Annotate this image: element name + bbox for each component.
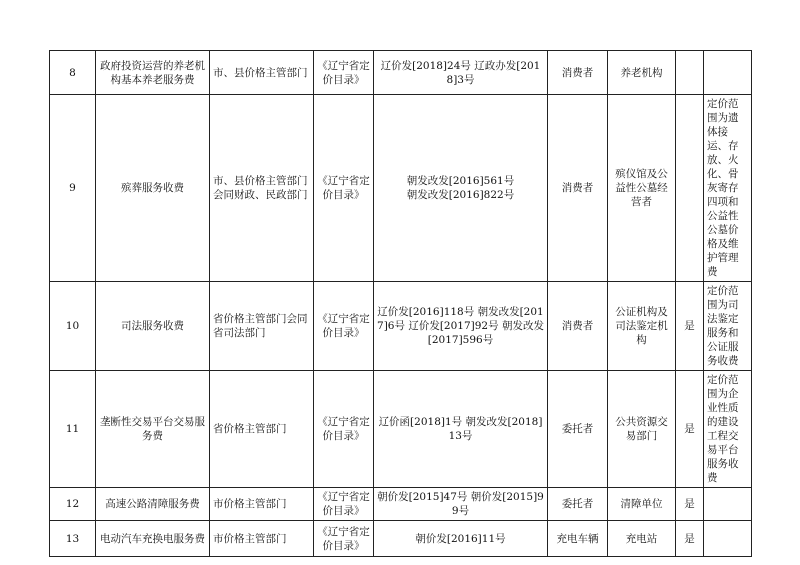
pricing-department: 市、县价格主管部门会同财政、民政部门	[210, 95, 314, 282]
pricing-department: 省价格主管部门会同省司法部门	[210, 282, 314, 371]
policy-document: 辽价发[2018]24号 辽政办发[2018]3号	[374, 51, 548, 95]
row-number: 9	[50, 95, 96, 282]
charging-unit: 充电站	[608, 521, 676, 557]
charging-unit: 公证机构及司法鉴定机构	[608, 282, 676, 371]
flag-cell: 是	[676, 488, 704, 521]
pricing-basis: 《辽宁省定价目录》	[314, 95, 374, 282]
pricing-basis: 《辽宁省定价目录》	[314, 51, 374, 95]
remark-cell: 定价范围为遗体接运、存放、火化、骨灰寄存四项和公益性公墓价格及维护管理费	[704, 95, 752, 282]
policy-document: 朝发改发[2016]561号 朝发改发[2016]822号	[374, 95, 548, 282]
fee-item-name: 垄断性交易平台交易服务费	[96, 371, 210, 488]
payer: 消费者	[548, 282, 608, 371]
row-number: 8	[50, 51, 96, 95]
table-row	[50, 521, 752, 557]
flag-cell	[676, 51, 704, 95]
row-number: 11	[50, 371, 96, 488]
pricing-department: 市、县价格主管部门	[210, 51, 314, 95]
fee-item-name: 政府投资运营的养老机构基本养老服务费	[96, 51, 210, 95]
fee-schedule-table	[49, 50, 752, 557]
flag-cell: 是	[676, 282, 704, 371]
remark-cell	[704, 521, 752, 557]
row-number: 12	[50, 488, 96, 521]
charging-unit: 公共资源交易部门	[608, 371, 676, 488]
payer: 消费者	[548, 95, 608, 282]
pricing-basis: 《辽宁省定价目录》	[314, 371, 374, 488]
fee-item-name: 电动汽车充换电服务费	[96, 521, 210, 557]
charging-unit: 养老机构	[608, 51, 676, 95]
payer: 充电车辆	[548, 521, 608, 557]
charging-unit: 殡仪馆及公益性公墓经营者	[608, 95, 676, 282]
table-row	[50, 51, 752, 95]
fee-item-name: 高速公路清障服务费	[96, 488, 210, 521]
row-number: 13	[50, 521, 96, 557]
fee-item-name: 司法服务收费	[96, 282, 210, 371]
payer: 委托者	[548, 371, 608, 488]
flag-cell: 是	[676, 371, 704, 488]
table-row	[50, 282, 752, 371]
pricing-basis: 《辽宁省定价目录》	[314, 521, 374, 557]
flag-cell: 是	[676, 521, 704, 557]
policy-document: 朝价发[2015]47号 朝价发[2015]99号	[374, 488, 548, 521]
remark-cell	[704, 51, 752, 95]
remark-cell	[704, 488, 752, 521]
fee-item-name: 殡葬服务收费	[96, 95, 210, 282]
policy-document: 朝价发[2016]11号	[374, 521, 548, 557]
table-row	[50, 488, 752, 521]
payer: 委托者	[548, 488, 608, 521]
table-row	[50, 371, 752, 488]
charging-unit: 清障单位	[608, 488, 676, 521]
pricing-department: 市价格主管部门	[210, 521, 314, 557]
pricing-basis: 《辽宁省定价目录》	[314, 282, 374, 371]
pricing-basis: 《辽宁省定价目录》	[314, 488, 374, 521]
policy-document: 辽价发[2016]118号 朝发改发[2017]6号 辽价发[2017]92号 朝发改发[2017]596号	[374, 282, 548, 371]
row-number: 10	[50, 282, 96, 371]
flag-cell	[676, 95, 704, 282]
policy-document: 辽价函[2018]1号 朝发改发[2018]13号	[374, 371, 548, 488]
pricing-department: 省价格主管部门	[210, 371, 314, 488]
remark-cell: 定价范围为司法鉴定服务和公证服务收费	[704, 282, 752, 371]
pricing-department: 市价格主管部门	[210, 488, 314, 521]
table-row	[50, 95, 752, 282]
remark-cell: 定价范围为企业性质的建设工程交易平台服务收费	[704, 371, 752, 488]
payer: 消费者	[548, 51, 608, 95]
